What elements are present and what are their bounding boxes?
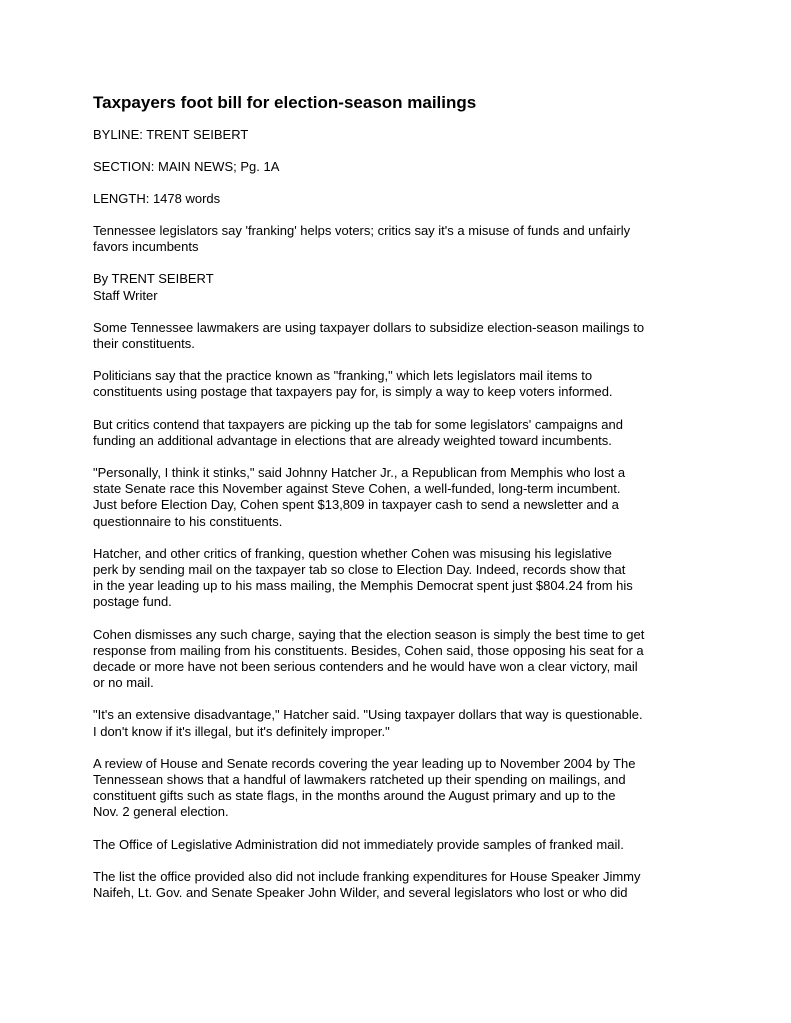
paragraph-line: constituents using postage that taxpayers pay for, is simply a way to keep voters informed. <box>93 384 613 400</box>
article-paragraph <box>93 271 713 303</box>
paragraph-line: But critics contend that taxpayers are picking up the tab for some legislators' campaigns and <box>93 416 623 432</box>
paragraph-line: state Senate race this November against Steve Cohen, a well-funded, long-term incumbent. <box>93 481 621 497</box>
article-body <box>93 223 713 901</box>
article-paragraph <box>93 707 713 739</box>
article-paragraph <box>93 869 713 901</box>
paragraph-line: postage fund. <box>93 594 172 610</box>
paragraph-line: Staff Writer <box>93 287 158 303</box>
paragraph-line: questionnaire to his constituents. <box>93 513 283 529</box>
paragraph-line: or no mail. <box>93 675 154 691</box>
paragraph-line: funding an additional advantage in elections that are already weighted toward incumbents. <box>93 432 612 448</box>
paragraph-line: "Personally, I think it stinks," said Johnny Hatcher Jr., a Republican from Memphis who lost a <box>93 465 626 481</box>
paragraph-line: Some Tennessee lawmakers are using taxpayer dollars to subsidize election-season mailings to <box>93 319 645 335</box>
article-paragraph <box>93 368 713 400</box>
paragraph-line: constituent gifts such as state flags, in the months around the August primary and up to the <box>93 788 616 804</box>
article-paragraph <box>93 837 713 853</box>
paragraph-line: The list the office provided also did not include franking expenditures for House Speaker Jimmy <box>93 868 641 884</box>
paragraph-line: Just before Election Day, Cohen spent $13,809 in taxpayer cash to send a newsletter and a <box>93 497 619 513</box>
paragraph-line: perk by sending mail on the taxpayer tab so close to Election Day. Indeed, records show that <box>93 562 626 578</box>
paragraph-line: Tennessee legislators say 'franking' helps voters; critics say it's a misuse of funds and unfairly <box>93 223 631 238</box>
article-length: LENGTH: 1478 words <box>93 191 221 206</box>
paragraph-line: favors incumbents <box>93 239 199 255</box>
paragraph-line: their constituents. <box>93 336 195 352</box>
article-paragraph <box>93 223 713 255</box>
article-paragraph <box>93 756 713 821</box>
article-paragraph <box>93 627 713 692</box>
paragraph-line: Tennessean shows that a handful of lawmakers ratcheted up their spending on mailings, and <box>93 772 626 788</box>
article-paragraph <box>93 417 713 449</box>
article-section: SECTION: MAIN NEWS; Pg. 1A <box>93 159 280 174</box>
paragraph-line: A review of House and Senate records covering the year leading up to November 2004 by The <box>93 755 636 771</box>
paragraph-line: Nov. 2 general election. <box>93 804 229 820</box>
article-paragraph <box>93 320 713 352</box>
paragraph-line: response from mailing from his constituents. Besides, Cohen said, those opposing his seat for a <box>93 642 644 658</box>
paragraph-line: in the year leading up to his mass mailing, the Memphis Democrat spent just $804.24 from his <box>93 578 633 594</box>
paragraph-line: By TRENT SEIBERT <box>93 271 214 287</box>
article-byline: BYLINE: TRENT SEIBERT <box>93 127 249 142</box>
paragraph-line: Hatcher, and other critics of franking, question whether Cohen was misusing his legislative <box>93 545 612 561</box>
paragraph-line: Politicians say that the practice known as "franking," which lets legislators mail items to <box>93 368 593 384</box>
paragraph-line: The Office of Legislative Administration did not immediately provide samples of franked mail. <box>93 836 624 852</box>
article-paragraph <box>93 465 713 530</box>
paragraph-line: Cohen dismisses any such charge, saying that the election season is simply the best time to get <box>93 626 645 642</box>
article-headline: Taxpayers foot bill for election-season mailings <box>93 93 477 112</box>
paragraph-line: Naifeh, Lt. Gov. and Senate Speaker John Wilder, and several legislators who lost or who did <box>93 885 628 901</box>
paragraph-line: decade or more have not been serious contenders and he would have won a clear victory, mail <box>93 659 638 675</box>
paragraph-line: "It's an extensive disadvantage," Hatcher said. "Using taxpayer dollars that way is questionable. <box>93 707 643 723</box>
article-paragraph <box>93 546 713 611</box>
document-page <box>93 92 713 917</box>
paragraph-line: I don't know if it's illegal, but it's definitely improper." <box>93 723 390 739</box>
